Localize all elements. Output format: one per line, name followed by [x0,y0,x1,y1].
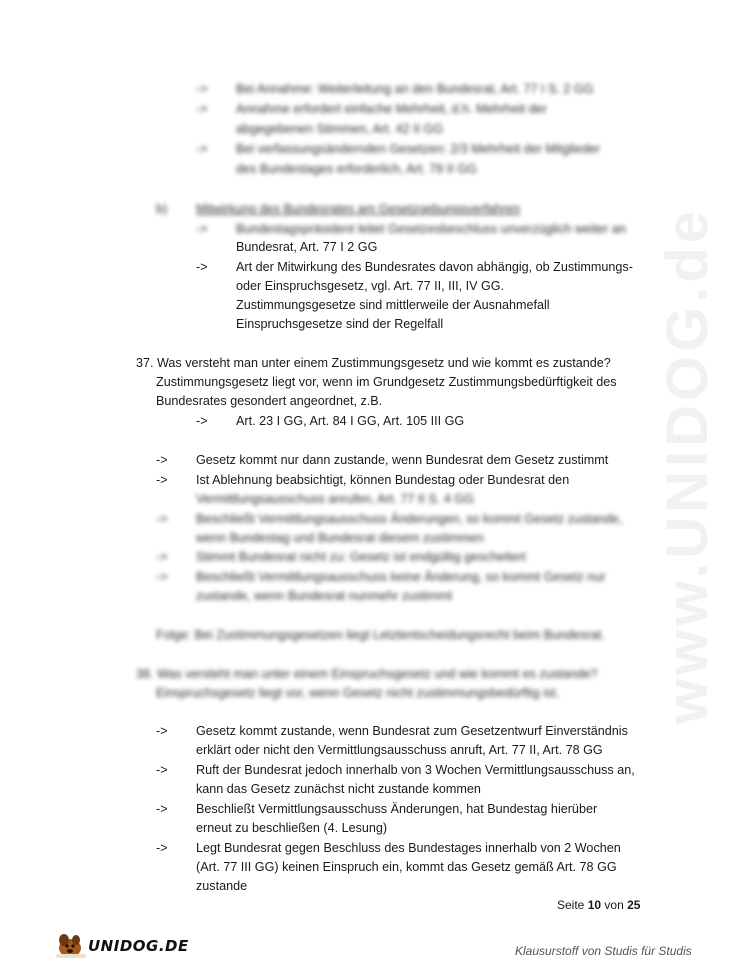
answer-text: Bundesrates gesondert angeordnet, z.B. [156,394,383,408]
blurred-text: abgegebenen Stimmen, Art. 42 II GG [236,122,444,136]
section-title: Mitwirkung des Bundesrates am Gesetzgebungsverfahren [196,202,521,216]
bullet-text: Legt Bundesrat gegen Beschluss des Bundestages innerhalb von 2 Wochen [196,841,621,855]
arrow: -> [156,841,168,855]
arrow: -> [196,82,208,96]
bullet-text: Beschließt Vermittlungsausschuss Änderungen, hat Bundestag hierüber [196,802,598,816]
blurred-text: Einspruchsgesetz liegt vor, wenn Gesetz nicht zustimmungsbedürftig ist. [156,686,560,700]
body-text: Zustimmungsgesetze sind mittlerweile der Ausnahmefall [236,298,550,312]
bullet-text: Gesetz kommt nur dann zustande, wenn Bundesrat dem Gesetz zustimmt [196,453,609,467]
arrow: -> [196,222,208,236]
arrow: -> [196,260,208,274]
arrow: -> [156,724,168,738]
body-text: Art der Mitwirkung des Bundesrates davon abhängig, ob Zustimmungs- [236,260,633,274]
arrow: -> [156,453,168,467]
example-text: Art. 23 I GG, Art. 84 I GG, Art. 105 III GG [236,414,465,428]
page-current: 10 [587,898,602,912]
blurred-text: Bundestagspräsident leitet Gesetzesbeschluss unverzüglich weiter an [236,222,626,236]
question-38: 38. Was versteht man unter einem Einspruchsgesetz und wie kommt es zustande? [136,667,598,681]
arrow: -> [156,473,168,487]
arrow: -> [196,102,208,116]
arrow: -> [156,550,168,564]
bullet-text: (Art. 77 III GG) keinen Einspruch ein, kommt das Gesetz gemäß Art. 78 GG [196,860,617,874]
page-of: von [604,898,624,912]
footer-tagline: Klausurstoff von Studis für Studis [515,944,692,958]
arrow: -> [196,414,208,428]
answer-text: Zustimmungsgesetz liegt vor, wenn im Grundgesetz Zustimmungsbedürftigkeit des [156,375,617,389]
bullet-text: kann das Gesetz zunächst nicht zustande kommen [196,782,481,796]
bullet-text: Gesetz kommt zustande, wenn Bundesrat zum Gesetzentwurf Einverständnis [196,724,628,738]
bullet-text: Ist Ablehnung beabsichtigt, können Bundestag oder Bundesrat den [196,473,570,487]
blurred-text: Annahme erfordert einfache Mehrheit, d.h. Mehrheit der [236,102,547,116]
page-label: Seite [557,898,585,912]
logo-text: UNIDOG.DE [88,937,189,955]
blurred-text: Beschließt Vermittlungsausschuss Änderungen, so kommt Gesetz zustande, [196,512,623,526]
watermark-text: www.UNIDOG.de [655,206,721,724]
body-text: Bundesrat, Art. 77 I 2 GG [236,240,378,254]
bullet-text: erneut zu beschließen (4. Lesung) [196,821,388,835]
question-37: 37. Was versteht man unter einem Zustimmungsgesetz und wie kommt es zustande? [136,356,611,370]
blurred-text: Bei Annahme: Weiterleitung an den Bundesrat, Art. 77 I S. 2 GG [236,82,594,96]
arrow: -> [156,512,168,526]
blurred-text: Folge: Bei Zustimmungsgesetzen liegt Letztentscheidungsrecht beim Bundesrat. [156,628,605,642]
blurred-text: Bei verfassungsändernden Gesetzen: 2/3 Mehrheit der Mitglieder [236,142,601,156]
bullet-text: erklärt oder nicht den Vermittlungsausschuss anruft, Art. 77 II, Art. 78 GG [196,743,603,757]
watermark [628,206,748,724]
blurred-text: Stimmt Bundesrat nicht zu: Gesetz ist endgültig gescheitert [196,550,526,564]
blurred-text: Vermittlungsausschuss anrufen, Art. 77 II S. 4 GG [196,492,474,506]
arrow: -> [156,763,168,777]
section-number: b) [156,202,168,216]
page-total: 25 [627,898,641,912]
body-text: Einspruchsgesetze sind der Regelfall [236,317,444,331]
blurred-text: des Bundestages erforderlich, Art. 79 II GG [236,162,477,176]
bullet-text: Ruft der Bundesrat jedoch innerhalb von 3 Wochen Vermittlungsausschuss an, [196,763,635,777]
blurred-text: zustande, wenn Bundesrat nunmehr zustimmt [196,589,453,603]
blurred-text: wenn Bundestag und Bundesrat diesem zustimmen [196,531,484,545]
blurred-text: Beschließt Vermittlungsausschuss keine Änderung, so kommt Gesetz nur [196,570,606,584]
bullet-text: zustande [196,879,248,893]
arrow: -> [156,570,168,584]
arrow: -> [156,802,168,816]
page-number [557,898,640,912]
arrow: -> [196,142,208,156]
body-text: oder Einspruchsgesetz, vgl. Art. 77 II, III, IV GG. [236,279,505,293]
